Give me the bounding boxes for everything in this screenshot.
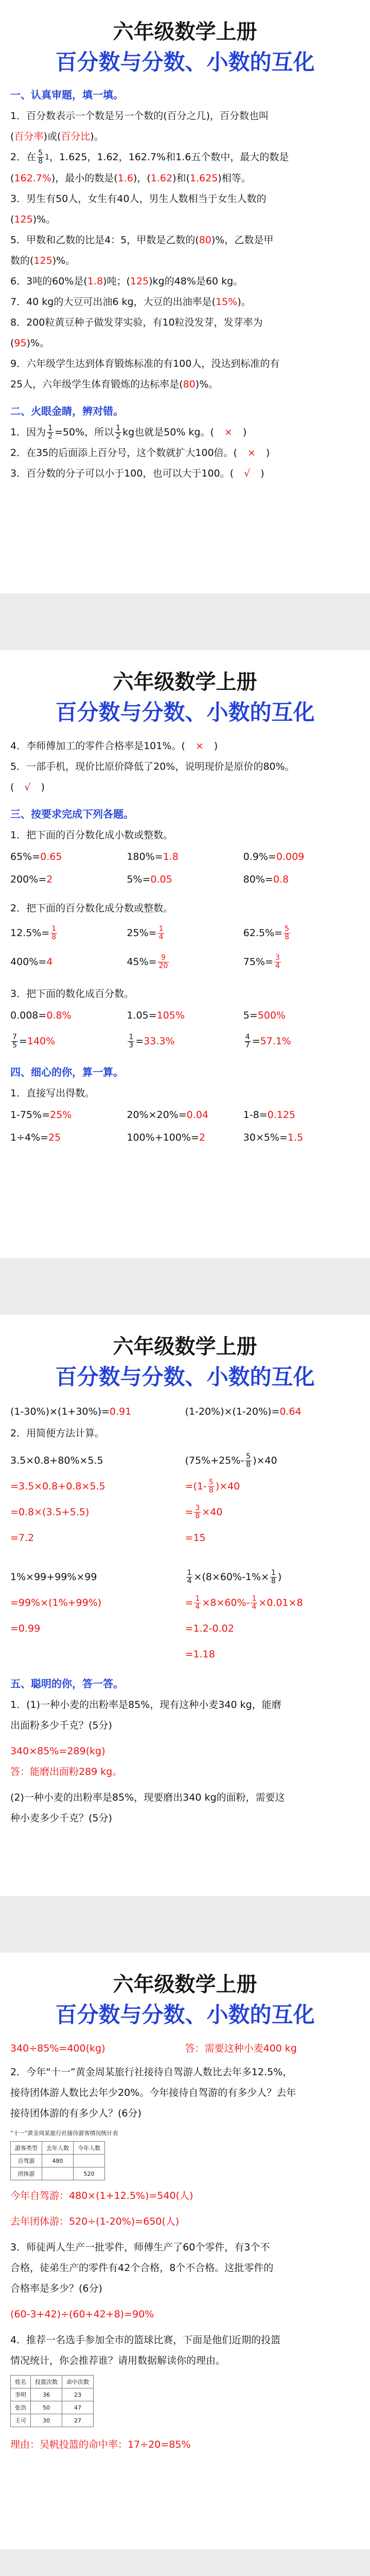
- page-subtitle: 百分数与分数、小数的互化: [55, 2002, 315, 2027]
- judge-3: 3．百分数的分子可以小于100，也可以大于100。( √ ): [10, 467, 265, 479]
- question-9: 9．六年级学生达到体育锻炼标准的有100人，没达到标准的有 25人，六年级学生体育锻炼的达标率是(80)%。: [10, 358, 280, 390]
- page-title: 六年级数学上册: [113, 1335, 257, 1359]
- word-problem-2: (2)一种小麦的出粉率是85%，现要磨出340 kg的面粉，需要这 种小麦多少千克？(5分): [10, 1792, 285, 1824]
- shooting-table: 姓名 投篮次数 命中次数 李明 36 23 张浩 50 47 王可 30 27: [10, 2375, 94, 2427]
- question-5: 5．甲数和乙数的比是4：5，甲数是乙数的(80)%，乙数是甲 数的(125)%。: [10, 234, 274, 266]
- worksheet-page-1: [0, 0, 370, 594]
- word-problem-4: 4．推荐一名选手参加全市的篮球比赛，下面是他们近期的投篮 情况统计，你会推荐谁？请用数据解读你的理由。: [10, 2334, 281, 2366]
- answer-line: 答：能磨出面粉289 kg。: [10, 1766, 122, 1777]
- answer-row: 0.008=0.8% 1.05=105% 5=500%: [10, 1010, 286, 1021]
- section-heading: 四、细心的你，算一算。: [10, 1066, 124, 1078]
- question-2: 2．在 $\frac{5}{8}$ 1，1.625，1.62，162.7%和1.6五个数中，最大的数是 (162.7%)，最小的数是(1.6)，(1.62)和(1.625)相等。: [10, 149, 289, 184]
- answer-row: 12.5%= $\frac{1}{8}$ 25%= $\frac{1}{4}$ 62.5%= $\frac{5}{8}$: [10, 925, 289, 941]
- worksheet-page-3: [0, 1315, 370, 1896]
- section-heading: 二、火眼金睛，辨对错。: [10, 404, 124, 417]
- answer-row: (1-30%)×(1+30%)=0.91 (1-20%)×(1-20%)=0.64: [10, 1406, 302, 1417]
- answer-line: 今年自驾游：480×(1+12.5%)=540(人): [10, 2190, 193, 2201]
- page-subtitle: 百分数与分数、小数的互化: [55, 1364, 315, 1389]
- answer-row: 400%=4 45%= $\frac{9}{20}$ 75%= $\frac{3}{4}$: [10, 954, 280, 970]
- word-problem-1: 1．(1)一种小麦的出粉率是85%，现有这种小麦340 kg，能磨 出面粉多少千克？(5分): [10, 1699, 281, 1731]
- question-6: 6．3吨的60%是(1.8)吨；(125)kg的48%是60 kg。: [10, 275, 243, 287]
- prompt: 1．把下面的百分数化成小数或整数。: [10, 829, 173, 841]
- answer-line: 去年团体游：520÷(1-20%)=650(人): [10, 2216, 180, 2227]
- prompt: 2．把下面的百分数化成分数或整数。: [10, 903, 173, 914]
- prompt: 2．用简便方法计算。: [10, 1428, 105, 1439]
- answer-row: 1÷4%=25 100%+100%=2 30×5%=1.5: [10, 1132, 304, 1143]
- answer-row: 65%=0.65 180%=1.8 0.9%=0.009: [10, 851, 305, 862]
- word-problem-2: 2．今年“十一”黄金周某旅行社接待自驾游人数比去年多12.5%， 接待团体游人数比去年少20%。今年接待自驾游的有多少人？去年 接待团体游的有多少人？(6分): [10, 2066, 296, 2119]
- calc-block: 3.5×0.8+80%×5.5 =3.5×0.8+0.8×5.5 =0.8×(3.5+5.5) =7.2 (75%+25%- $\frac{5}{8}$ )×40 =(1- $\frac{5}{8}$ )×40 = $\frac{3}{8}$ ×40 =15: [10, 1452, 277, 1544]
- worksheet-page-4: [0, 1953, 370, 2549]
- judge-1: 1．因为 $\frac{1}{2}$ =50%，所以 $\frac{1}{2}$ kg也就是50% kg。( × ): [10, 423, 247, 440]
- answer-row: $\frac{7}{5}$ =140% $\frac{1}{3}$ =33.3% $\frac{4}{7}$ =57.1%: [12, 1033, 291, 1049]
- page-subtitle: 百分数与分数、小数的互化: [55, 700, 315, 725]
- answer-row: 200%=2 5%=0.05 80%=0.8: [10, 874, 289, 885]
- question-3: 3．男生有50人，女生有40人，男生人数相当于女生人数的 (125)%。: [10, 193, 267, 225]
- prompt: 3．把下面的数化成百分数。: [10, 988, 134, 999]
- word-problem-3: 3．师徒两人生产一批零件，师傅生产了60个零件，有3个不 合格，徒弟生产的零件有42个合格，8个不合格。这批零件的 合格率是多少？(6分): [10, 2242, 274, 2294]
- section-heading: 三、按要求完成下列各题。: [10, 808, 134, 820]
- section-heading: 五、聪明的你，答一答。: [10, 1677, 124, 1690]
- tourism-table: 游客类型 去年人数 今年人数 自驾游 480 团体游 520: [10, 2141, 105, 2180]
- judge-4: 4．李师傅加工的零件合格率是101%。( × ): [10, 740, 218, 752]
- answer-row: 1-75%=25% 20%×20%=0.04 1-8=0.125: [10, 1109, 296, 1121]
- worksheet-page-2: [0, 650, 370, 1258]
- answer-row: 340÷85%=400(kg) 答：需要这种小麦400 kg: [10, 2043, 297, 2054]
- answer-line: 340×85%=289(kg): [10, 1745, 105, 1757]
- tourism-table-caption: “十一”黄金周某旅行社接待游客情况统计表: [10, 2130, 118, 2137]
- page-title: 六年级数学上册: [113, 20, 257, 44]
- page-subtitle: 百分数与分数、小数的互化: [55, 49, 315, 75]
- section-heading: 一、认真审题，填一填。: [10, 89, 124, 101]
- calc-block: 1%×99+99%×99 =99%×(1%+99%) =0.99 $\frac{1}{4}$ ×(8×60%-1%× $\frac{1}{8}$ ) = $\frac{1}{4}$ ×8×60%- $\frac{1}{4}$ ×0.01×8 =1.2-0.02 =1.18: [10, 1569, 303, 1660]
- question-1: 1．百分数表示一个数是另一个数的(百分之几)，百分数也叫 (百分率)或(百分比)。: [10, 110, 269, 142]
- question-8: 8．200粒黄豆种子做发芽实验，有10粒没发芽，发芽率为 (95)%。: [10, 316, 263, 349]
- question-7: 7．40 kg的大豆可出油6 kg，大豆的出油率是(15%)。: [10, 296, 251, 308]
- answer-line: (60-3+42)÷(60+42+8)=90%: [10, 2309, 154, 2320]
- judge-2: 2．在35的后面添上百分号，这个数就扩大100倍。( × ): [10, 447, 270, 459]
- prompt: 1．直接写出得数。: [10, 1088, 95, 1099]
- page-title: 六年级数学上册: [113, 670, 257, 694]
- answer-line: 理由：吴帆投篮的命中率：17÷20=85%: [10, 2439, 191, 2450]
- judge-5: 5．一部手机，现价比原价降低了20%，说明现价是原价的80%。 ( √ ): [10, 761, 295, 793]
- page-title: 六年级数学上册: [113, 1973, 257, 1996]
